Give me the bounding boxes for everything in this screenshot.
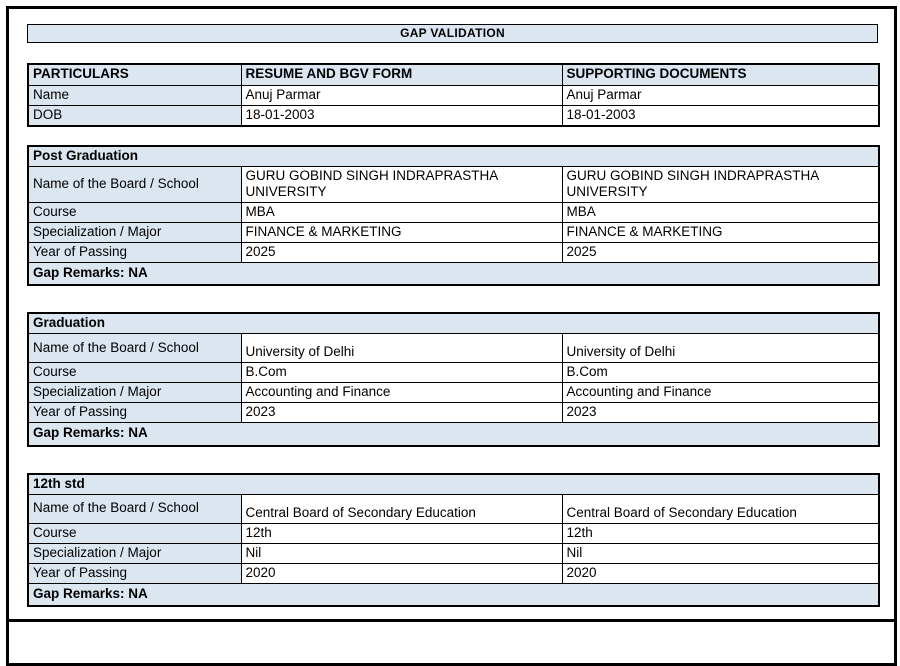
table-row [28, 523, 879, 543]
supporting-value-cell: Accounting and Finance [562, 383, 879, 403]
supporting-value-cell: MBA [562, 202, 879, 222]
row-label: DOB [28, 105, 241, 126]
resume-value-cell: GURU GOBIND SINGH INDRAPRASTHA UNIVERSITY [241, 166, 562, 202]
resume-value-cell: 2020 [241, 563, 562, 583]
row-label: Name of the Board / School [28, 494, 241, 523]
table-row [28, 363, 879, 383]
resume-value-cell: 2025 [241, 242, 562, 262]
row-label: Year of Passing [28, 563, 241, 583]
gap-remarks: Gap Remarks: NA [28, 583, 879, 606]
supporting-value-cell: 2023 [562, 403, 879, 423]
section-title: 12th std [28, 474, 879, 495]
row-label: Name [28, 85, 241, 105]
gap-remarks-row [28, 583, 879, 606]
row-label: Year of Passing [28, 242, 241, 262]
gap-remarks-row [28, 262, 879, 285]
section-title: Post Graduation [28, 146, 879, 167]
supporting-value-cell: 2025 [562, 242, 879, 262]
supporting-value-cell: 2020 [562, 563, 879, 583]
row-label: Name of the Board / School [28, 334, 241, 363]
resume-value-cell: 18-01-2003 [241, 105, 562, 126]
table-row [28, 403, 879, 423]
gap-remarks: Gap Remarks: NA [28, 423, 879, 446]
table-row [28, 334, 879, 363]
row-label: Name of the Board / School [28, 166, 241, 202]
education-section-table [27, 312, 880, 447]
supporting-value-cell: Central Board of Secondary Education [562, 494, 879, 523]
document-body [27, 24, 881, 607]
resume-value-cell: Anuj Parmar [241, 85, 562, 105]
section-title: Graduation [28, 313, 879, 334]
table-row [28, 166, 879, 202]
table-row [28, 85, 879, 105]
column-header-supporting-docs: SUPPORTING DOCUMENTS [562, 64, 879, 85]
supporting-value-cell: 18-01-2003 [562, 105, 879, 126]
table-row [28, 242, 879, 262]
resume-value-cell: FINANCE & MARKETING [241, 222, 562, 242]
resume-value-cell: University of Delhi [241, 334, 562, 363]
row-label: Course [28, 523, 241, 543]
row-label: Specialization / Major [28, 222, 241, 242]
row-label: Course [28, 202, 241, 222]
resume-value-cell: Accounting and Finance [241, 383, 562, 403]
row-label: Year of Passing [28, 403, 241, 423]
section-title-row [28, 474, 879, 495]
table-row [28, 494, 879, 523]
section-title-row [28, 313, 879, 334]
table-row [28, 202, 879, 222]
education-sections [27, 145, 881, 608]
supporting-value-cell: Anuj Parmar [562, 85, 879, 105]
education-section-table [27, 145, 880, 287]
table-row [28, 105, 879, 126]
gap-remarks-row [28, 423, 879, 446]
education-section-table [27, 473, 880, 608]
resume-value-cell: MBA [241, 202, 562, 222]
supporting-value-cell: Nil [562, 543, 879, 563]
section-title-row [28, 146, 879, 167]
page-title-banner [27, 24, 878, 43]
column-header-resume-bgv: RESUME AND BGV FORM [241, 64, 562, 85]
particulars-table [27, 63, 880, 127]
row-label: Specialization / Major [28, 383, 241, 403]
table-row [28, 222, 879, 242]
resume-value-cell: 12th [241, 523, 562, 543]
row-label: Specialization / Major [28, 543, 241, 563]
table-row [28, 563, 879, 583]
resume-value-cell: Central Board of Secondary Education [241, 494, 562, 523]
supporting-value-cell: GURU GOBIND SINGH INDRAPRASTHA UNIVERSITY [562, 166, 879, 202]
supporting-value-cell: University of Delhi [562, 334, 879, 363]
resume-value-cell: Nil [241, 543, 562, 563]
table-row [28, 543, 879, 563]
page-title: GAP VALIDATION [400, 26, 505, 40]
gap-remarks: Gap Remarks: NA [28, 262, 879, 285]
resume-value-cell: 2023 [241, 403, 562, 423]
supporting-value-cell: B.Com [562, 363, 879, 383]
resume-value-cell: B.Com [241, 363, 562, 383]
row-label: Course [28, 363, 241, 383]
supporting-value-cell: FINANCE & MARKETING [562, 222, 879, 242]
table-row [28, 383, 879, 403]
column-header-particulars: PARTICULARS [28, 64, 241, 85]
table-header-row [28, 64, 879, 85]
supporting-value-cell: 12th [562, 523, 879, 543]
next-table-top-border [6, 619, 897, 622]
